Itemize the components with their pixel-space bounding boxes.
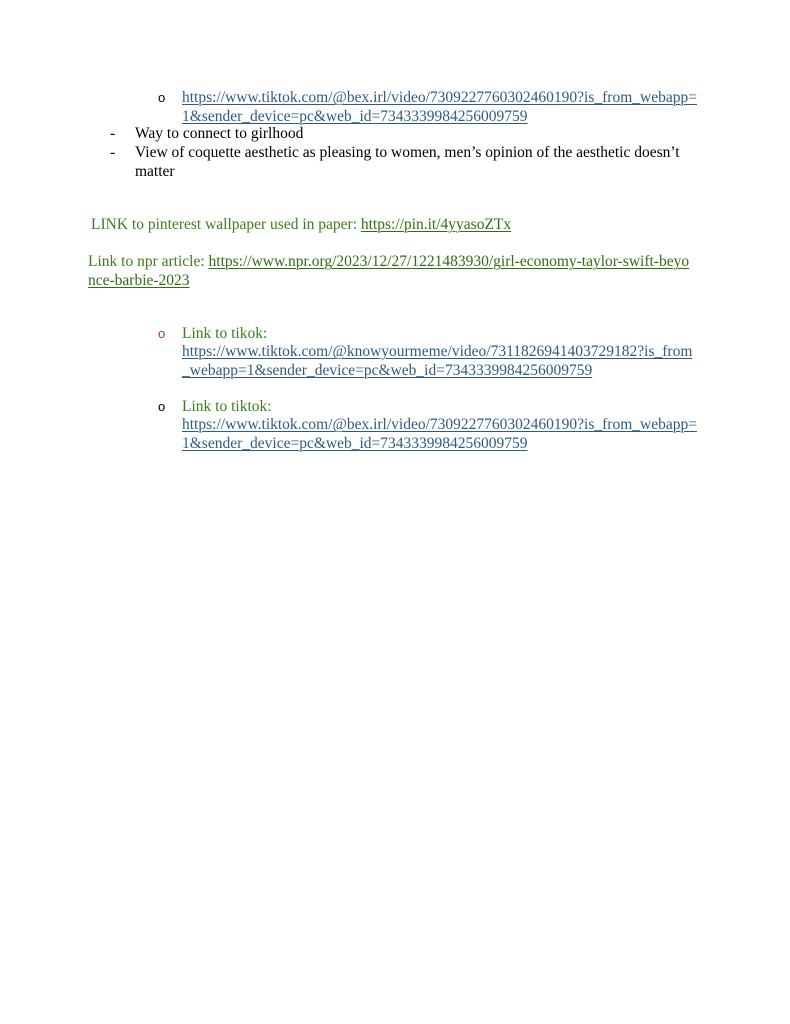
dash-bullet: - — [110, 125, 116, 142]
tiktok-link-label: Link to tiktok: — [182, 398, 272, 415]
tiktok-link-bex[interactable]: https://www.tiktok.com/@bex.irl/video/7309227760302460190?is_from_webapp=1&sender_device=pc&web_id=7343339984256009759 — [182, 416, 697, 452]
tiktok-link-knowyourmeme[interactable]: https://www.tiktok.com/@knowyourmeme/video/7311826941403729182?is_from_webapp=1&sender_device=pc&web_id=7343339984256009759 — [182, 343, 693, 379]
dash-item-text: View of coquette aesthetic as pleasing to women, men’s opinion of the aesthetic doesn’t matter — [135, 144, 680, 180]
npr-label: Link to npr article: — [88, 253, 209, 270]
tiktok-link-bex-top[interactable]: https://www.tiktok.com/@bex.irl/video/7309227760302460190?is_from_webapp=1&sender_device=pc&web_id=7343339984256009759 — [182, 89, 697, 125]
pinterest-link[interactable]: https://pin.it/4yyasoZTx — [360, 216, 512, 233]
hollow-circle-bullet: o — [158, 326, 166, 341]
dash-item-text: Way to connect to girlhood — [135, 125, 304, 142]
tiktok-link-label: Link to tikok: — [182, 325, 268, 342]
npr-article-link[interactable]: https://www.npr.org/2023/12/27/1221483930/girl-economy-taylor-swift-beyonce-barbie-2023 — [88, 253, 690, 289]
pinterest-line — [91, 216, 731, 235]
hollow-circle-bullet: o — [158, 90, 166, 105]
pinterest-label: LINK to pinterest wallpaper used in paper: — [91, 216, 361, 233]
hollow-circle-bullet: o — [158, 399, 166, 414]
npr-line — [88, 253, 693, 290]
dash-bullet: - — [110, 144, 116, 161]
